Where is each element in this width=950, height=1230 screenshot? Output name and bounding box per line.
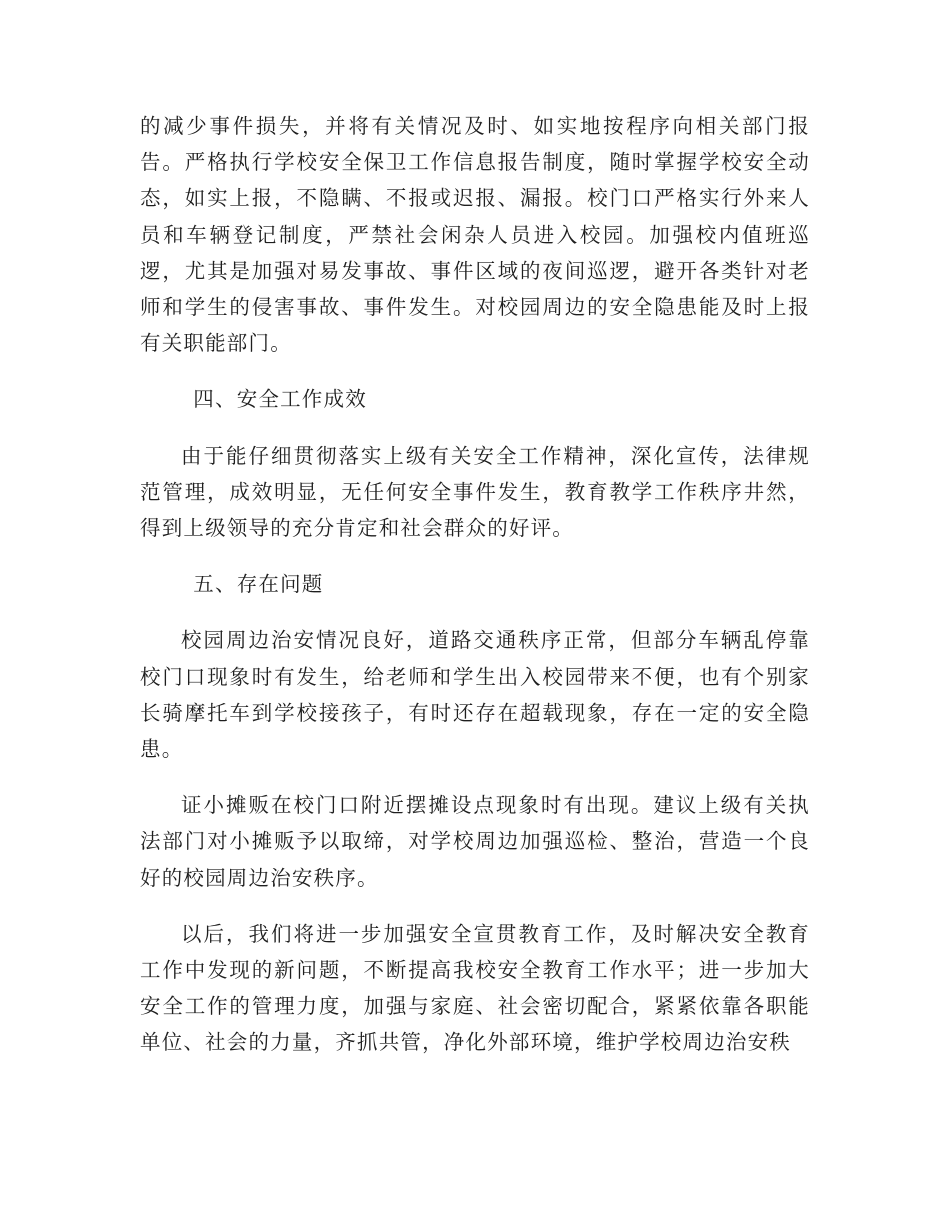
paragraph-reporting: 的减少事件损失，并将有关情况及时、如实地按程序向相关部门报告。严格执行学校安全保卫工作信息报告制度，随时掌握学校安全动态，如实上报，不隐瞒、不报或迟报、漏报。校门口严格实行外来人员和车辆登记制度，严禁社会闲杂人员进入校园。加强校内值班巡逻，尤其是加强对易发事故、事件区域的夜间巡逻，避开各类针对老师和学生的侵害事故、事件发生。对校园周边的安全隐患能及时上报有关职能部门。	[140, 114, 810, 356]
paragraph-results: 由于能仔细贯彻落实上级有关安全工作精神，深化宣传，法律规范管理，成效明显，无任何安全事件发生，教育教学工作秩序井然，得到上级领导的充分肯定和社会群众的好评。	[140, 443, 810, 541]
section-heading-results: 四、安全工作成效	[193, 387, 367, 412]
paragraph-gap	[140, 546, 810, 566]
paragraph-gap	[140, 896, 810, 916]
paragraph-future: 以后，我们将进一步加强安全宣贯教育工作，及时解决安全教育工作中发现的新问题，不断提高我校安全教育工作水平；进一步加大安全工作的管理力度，加强与家庭、社会密切配合，紧紧依靠各职能单位、社会的力量，齐抓共管，净化外部环境，维护学校周边治安秩	[140, 921, 810, 1055]
document-page	[140, 108, 810, 1061]
paragraph-vendors: 证小摊贩在校门口附近摆摊设点现象时有出现。建议上级有关执法部门对小摊贩予以取缔，对学校周边加强巡检、整治，营造一个良好的校园周边治安秩序。	[140, 793, 810, 890]
paragraph-gap	[140, 602, 810, 622]
section-heading-problems: 五、存在问题	[193, 572, 324, 597]
paragraph-traffic: 校园周边治安情况良好，道路交通秩序正常，但部分车辆乱停靠校门口现象时有发生，给老师和学生出入校园带来不便，也有个别家长骑摩托车到学校接孩子，有时还存在超载现象，存在一定的安全隐患。	[140, 628, 810, 762]
paragraph-gap	[140, 418, 810, 438]
paragraph-gap	[140, 361, 810, 381]
paragraph-gap	[140, 767, 810, 787]
